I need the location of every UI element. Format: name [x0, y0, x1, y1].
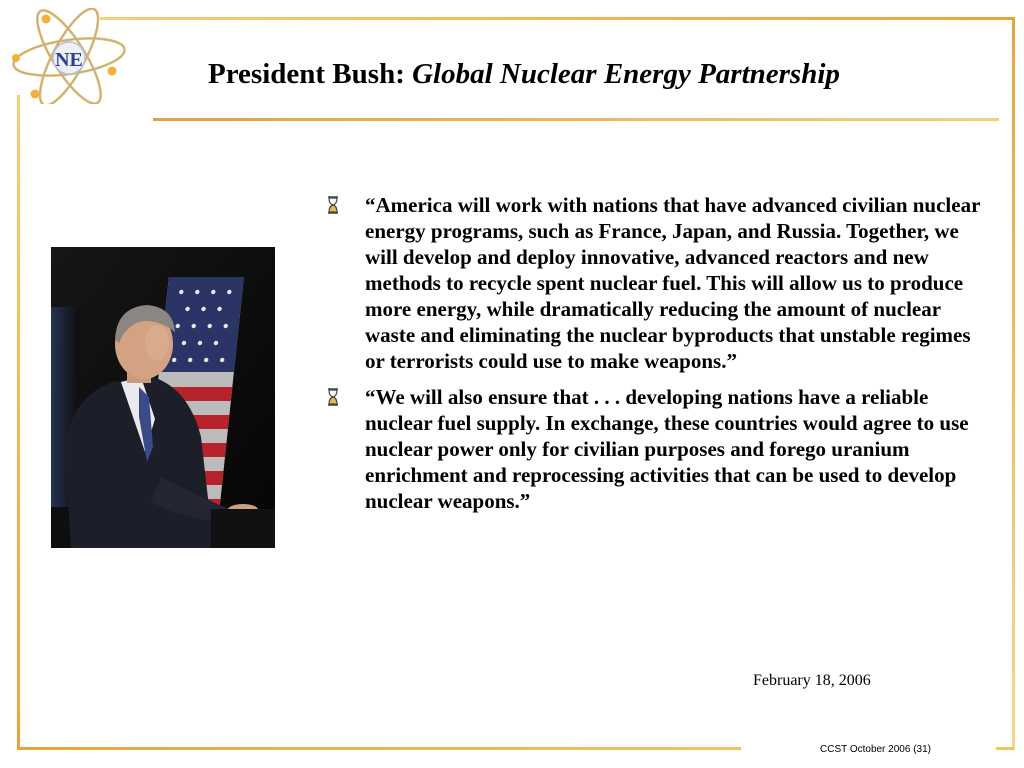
frame-top-border [100, 17, 1014, 20]
frame-right-border [1012, 17, 1015, 750]
hourglass-icon [326, 388, 340, 406]
title-prefix: President Bush: [208, 58, 405, 90]
title-italic: Global Nuclear Energy Partnership [412, 58, 840, 90]
speaker-photo-image [51, 247, 275, 548]
speech-date: February 18, 2006 [753, 672, 871, 689]
hourglass-icon [326, 196, 340, 214]
quote-text: “America will work with nations that have advanced civilian nuclear energy programs, such as France, Japan, and Russia. Together, we will develop and deploy innovative, advanced reactors and new methods to recycle spent nuclear fuel. This will allow us to produce more energy, while dramatically reducing the amount of nuclear waste and eliminating the nuclear byproducts that unstable regimes or terrorists could use to make weapons.” [365, 193, 981, 373]
frame-bottom-border [17, 747, 741, 750]
speaker-photo [51, 247, 275, 548]
frame-bottom-right-border [996, 747, 1014, 750]
logo-letters: NE [55, 49, 83, 71]
list-item [326, 192, 994, 374]
slide-footer: CCST October 2006 (31) [820, 744, 931, 755]
quote-text: “We will also ensure that . . . developing nations have a reliable nuclear fuel supply. In exchange, these countries would agree to use nuclear power only for civilian purposes and forego uranium enrichment and reprocessing activities that can be used to develop nuclear weapons.” [365, 385, 969, 513]
slide-title [208, 58, 988, 91]
frame-left-border [17, 95, 20, 750]
atom-icon [8, 8, 130, 104]
title-underline [153, 118, 999, 121]
quote-list [326, 192, 994, 524]
list-item [326, 384, 994, 514]
